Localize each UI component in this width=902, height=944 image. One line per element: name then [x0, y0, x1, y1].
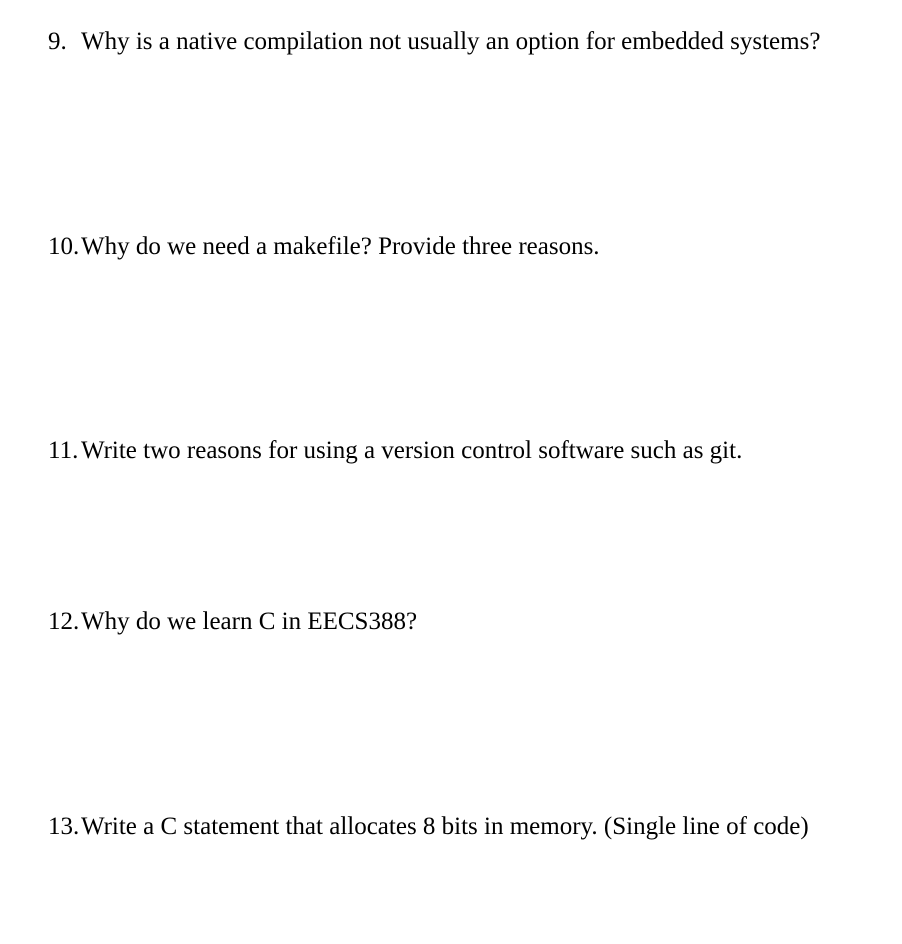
question-number: 12. — [48, 608, 80, 635]
question-9 — [48, 25, 860, 59]
question-13 — [48, 810, 860, 844]
question-10 — [48, 230, 860, 264]
question-number: 11. — [48, 437, 79, 464]
question-text: Write two reasons for using a version control software such as git. — [81, 437, 743, 464]
question-12 — [48, 605, 860, 639]
question-11 — [48, 434, 860, 468]
question-text: Why do we need a makefile? Provide three reasons. — [81, 233, 600, 260]
question-text: Write a C statement that allocates 8 bits in memory. (Single line of code) — [81, 813, 809, 840]
question-text: Why do we learn C in EECS388? — [81, 608, 418, 635]
question-number: 10. — [48, 233, 80, 260]
question-number: 13. — [48, 813, 80, 840]
question-number: 9. — [48, 28, 67, 55]
question-text: Why is a native compilation not usually an option for embedded systems? — [81, 28, 821, 55]
